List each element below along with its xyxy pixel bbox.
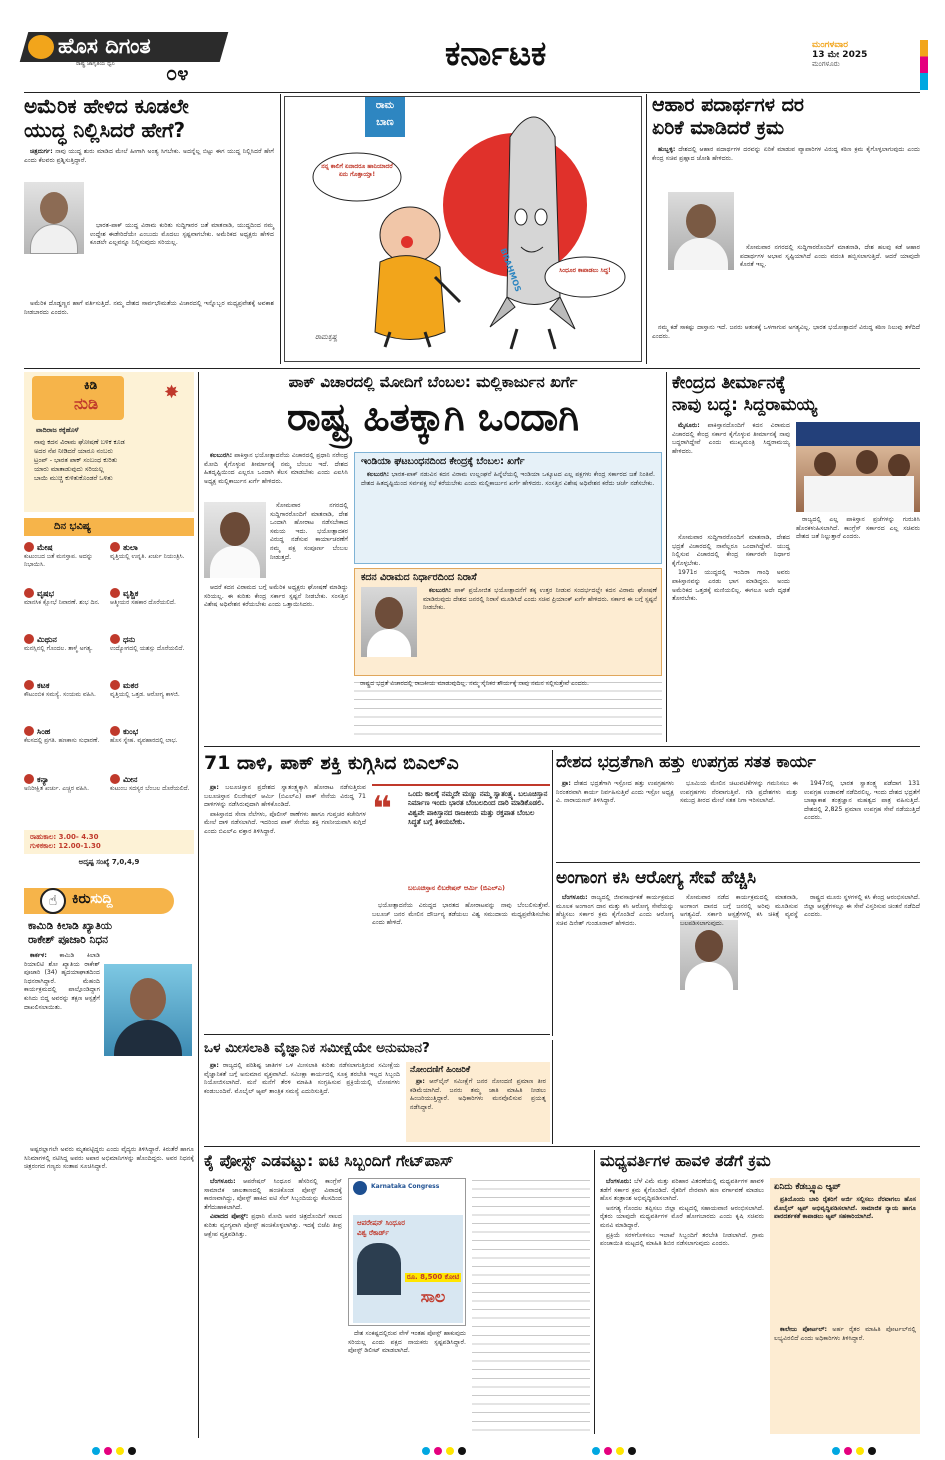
registration-dot [92,1447,100,1455]
paragraph: ಪ್ರಕ್ರಿಯೆ ಸರಳಗೊಳಿಸಲು ಇಲಾಖೆ ಸಿಬ್ಬಂದಿಗೆ ತರಬೇತಿ ನೀಡಲಾಗಿದೆ. ಗ್ರಾಮ ಪಂಚಾಯಿತಿ ಮಟ್ಟದಲ್ಲಿ ಮಾಹಿತಿ ಶಿಬಿರ ನಡೆಸಲಾಗುವುದು ಎಂದರು. [600,1231,764,1248]
verse: ನಾವು ಕದನ ವಿರಾಮ ಘೋಷಣೆ ಬಳಿಕ ಕೂಡ ಅದರ ನೆಪ ನೀಡಿದರೆ ಯಾರೂ ನಂಬರು ಟ್ರಂಪ್ - ಭಾರತ ಪಾಕ್ ಸಂಬಂಧ ಕುರಿತು ಯಾರು ಮಾತಾಡುವುದು ಸರಿಯಲ್ಲ ಬಾಯಿ ಮುಚ್ಚಿ ಕುಳಿತುಕೊಂಡರೆ ಒಳಿತು [34,438,125,482]
rashi-icon [110,680,120,690]
paragraph: ಸೋಮವಾರ ಸುದ್ದಿಗಾರರೊಂದಿಗೆ ಮಾತನಾಡಿ, ದೇಶದ ಭದ್ರತೆ ವಿಚಾರದಲ್ಲಿ ನಾವೆಲ್ಲರೂ ಒಂದಾಗಿದ್ದೇವೆ. ಯುದ್ಧ ನಿಲ್ಲಿಸುವ ವಿಚಾರದಲ್ಲಿ ಕೇಂದ್ರ ಸರ್ಕಾರವೇ ನಿರ್ಧಾರ ಕೈಗೊಳ್ಳಬೇಕು. [672,534,790,567]
story-body [24,148,274,178]
story-body-col1 [204,1178,342,1434]
page-number: ೦೪ [166,61,189,85]
cartoonist-signature: ರಾಮಕೃಷ್ಣ [315,333,338,341]
social-post-image [348,1178,466,1326]
post-line1: ಆಪರೇಷನ್ ಸಿಂಧೂರ [357,1219,405,1227]
registration-marks [830,1440,878,1459]
registration-marks [420,1440,468,1459]
rashi-item: ತುಲಾ ವೃತ್ತಿಯಲ್ಲಿ ಉನ್ನತಿ. ಖರ್ಚು ನಿಯಂತ್ರಿಸಿ. [110,543,185,560]
story-body-col [90,222,274,298]
registration-dot [604,1447,612,1455]
story-body-bottom [652,324,920,364]
author-name: ವಾದಿರಾಜ ಕಕ್ಕೆಹೊಳೆ [36,426,79,434]
photo-rakesh [104,964,192,1056]
story-body-col2 [680,780,798,860]
registration-dot [868,1447,876,1455]
rashi-icon [24,680,34,690]
rashi-icon [110,774,120,784]
headline: ಅಂಗಾಂಗ ಕಸಿ ಆರೋಗ್ಯ ಸೇವೆ ಹೆಚ್ಚಿಸಿ [556,868,756,888]
date-block [812,40,912,69]
speech-bubble-right: ಸಿಂಧೂರ ಕಾಪಾಡಲು ಸಿದ್ಧ! [559,267,611,274]
dateline: ಬೆಂಗಳೂರು: [562,894,588,901]
paragraph: ಪ್ರಧಾನಿ ಮೋದಿ ಅವರ ಚಿತ್ರದೊಂದಿಗೆ ಸಾಲದ ಕುರಿತು ವ್ಯಂಗ್ಯವಾಗಿ ಪೋಸ್ಟ್ ಹಂಚಿಕೊಳ್ಳಲಾಗಿತ್ತು. ಇದಕ್ಕೆ ಬಿಜೆಪಿ ತೀವ್ರ ಆಕ್ಷೇಪ ವ್ಯಕ್ತಪಡಿಸಿತ್ತು. [204,1213,343,1238]
headline: ಮಧ್ಯವರ್ತಿಗಳ ಹಾವಳಿ ತಡೆಗೆ ಕ್ರಮ [600,1152,771,1170]
box-body [355,471,661,563]
lead-body-continued [354,680,662,740]
paragraph: ಪಾಕಿಸ್ತಾನದ ಸೇನಾ ನೆಲೆಗಳು, ಪೊಲೀಸ್ ಠಾಣೆಗಳು ಹಾಗೂ ಗುಪ್ತಚರ ಕಚೇರಿಗಳ ಮೇಲೆ ದಾಳಿ ನಡೆಸಲಾಗಿದೆ. ಇದರಿಂದ ಪಾಕ್ ಸೇನೆಯ ಶಕ್ತಿ ಗಣನೀಯವಾಗಿ ಕುಗ್ಗಿದೆ ಎಂದು ಬಿಎಲ್ಎ ವಕ್ತಾರ ತಿಳಿಸಿದ್ದಾರೆ. [204,810,366,835]
paragraph: 1947ರಲ್ಲಿ ಭಾರತ ಸ್ವಾತಂತ್ರ್ಯ ಪಡೆದಾಗ 131 ಉಪಗ್ರಹ ಉಡಾವಣೆ ನಡೆದಿರಲಿಲ್ಲ. ಇಂದು ದೇಶದ ಭದ್ರತೆಗೆ ಬಾಹ್ಯಾಕಾಶ ತಂತ್ರಜ್ಞಾನ ಮಹತ್ವದ ಪಾತ್ರ ವಹಿಸುತ್ತಿದೆ. ದೇಶದಲ್ಲಿ 2,825 ಪ್ರಮಾಣ ಉಪಗ್ರಹ ಸೇವೆ ನಡೆಯುತ್ತಿದೆ ಎಂದರು. [804,780,920,822]
paragraph: ಅಷ್ಟರಲ್ಲಾಗಲೇ ಅವರು ಮೃತಪಟ್ಟಿದ್ದರು ಎಂದು ವೈದ್ಯರು ತಿಳಿಸಿದ್ದಾರೆ. ಕಿರುತೆರೆ ಹಾಗೂ ಸಿನಿಮಾಗಳಲ್ಲಿ ನಟಿಸಿದ್ದ ಅವರು ಅಪಾರ ಅಭಿಮಾನಿಗಳನ್ನು ಹೊಂದಿದ್ದರು. ಅವರ ನಿಧನಕ್ಕೆ ಚಿತ್ರರಂಗದ ಗಣ್ಯರು ಸಂತಾಪ ಸೂಚಿಸಿದ್ದಾರೆ. [24,1146,194,1171]
story-siddaramaiah [672,372,920,742]
headline: ದೇಶದ ಭದ್ರತೆಗಾಗಿ ಹತ್ತು ಉಪಗ್ರಹ ಸತತ ಕಾರ್ಯ [556,752,816,771]
dateline: ಕಲಬುರಗಿ: [429,587,452,594]
kiru-title: ಕಿರು [72,891,91,907]
rashi-item: ಮೀನ ಕುಟುಂಬ ಸದಸ್ಯರ ಬೆಂಬಲ ದೊರೆಯಲಿದೆ. [110,775,190,792]
registration-dot [458,1447,466,1455]
paragraph: 1971ರ ಯುದ್ಧದಲ್ಲಿ ಇಂದಿರಾ ಗಾಂಧಿ ಅವರು ಪಾಕಿಸ್ತಾನವನ್ನು ಎರಡು ಭಾಗ ಮಾಡಿದ್ದರು. ಅಂದು ಅಮೆರಿಕದ ಒತ್ತಡಕ್ಕೆ ಮಣಿಯಲಿಲ್ಲ. ಈಗಲೂ ಅದೇ ದೃಢತೆ ತೋರಬೇಕು. [672,569,790,603]
registration-marks [90,1440,138,1459]
registration-dot [844,1447,852,1455]
gulika-text: ಗುಳಿಕಕಾಲ: 12.00-1.30 [30,842,101,850]
dateline: ಬೆಂಗಳೂರು: [210,1178,236,1185]
quote-box [372,784,550,898]
post-line2: ವಿಶ್ವ ರೆಕಾರ್ಡ್ [357,1229,389,1237]
paragraph: ರಾಷ್ಟ್ರದ ಭದ್ರತೆ ವಿಚಾರದಲ್ಲಿ ರಾಜಕೀಯ ಮಾಡುವುದಿಲ್ಲ. ನಮ್ಮ ಸೈನಿಕರ ಶೌರ್ಯಕ್ಕೆ ನಾವು ನಮನ ಸಲ್ಲಿಸುತ್ತೇವೆ ಎಂದರು. [360,680,589,687]
headline-line2: ಏರಿಕೆ ಮಾಡಿದರೆ ಕ್ರಮ [652,117,785,139]
story-organ [556,866,920,1038]
headline: ಕೇಂದ್ರದ ತೀರ್ಮಾನಕ್ಕೆ [672,373,786,393]
horoscope-title: ದಿನ ಭವಿಷ್ಯ [54,521,91,532]
rashi-item: ವೃಷಭ ಮಾನಸಿಕ ಕ್ಷೋಭೆ ನಿವಾರಣೆ. ಶುಭ ದಿನ. [24,589,100,606]
dateline: ಮೈಸೂರು: [678,422,700,429]
headline-line2: ನಾವು ಬದ್ಧ: ಸಿದ್ದರಾಮಯ್ಯ [672,395,818,415]
quote-text: ಒಂದು ಕಾಲಕ್ಕೆ ನಮ್ಮದೇ ಮಣ್ಣು ನಮ್ಮ ಸ್ವಾತಂತ್ರ್ಯ. ಬಲೂಚಿಸ್ತಾನ ನಿರ್ಮಾಣ ಇಂದು ಭಾರತ ಬೆಂಬಲದಿಂದ ದಾರಿ ಮಾಡಿಕೊಡಲಿ. ವಿಶ್ವವೇ ಪಾಕಿಸ್ತಾನದ ರಾಜಕೀಯ ಮತ್ತು ರಕ್ತಪಾತ ಬೆಂಬಲ ಸಿದ್ಧತೆ ಬಗ್ಗೆ ತಿಳಿಯಬೇಕು. [408,790,548,827]
rashi-item: ಮೇಷ ಕುಟುಂಬದ ಜತೆ ಮನಸ್ತಾಪ. ಅದನ್ನು ನಿಭಾಯಿಸಿ. [24,543,93,568]
paragraph: ರಾಜ್ಯದಲ್ಲಿ ಎಲ್ಲ ಪಾಕಿಸ್ತಾನ ಪ್ರಜೆಗಳನ್ನು ಗುರುತಿಸಿ ಹೊರಕಳುಹಿಸಲಾಗಿದೆ. ಕಾಂಗ್ರೆಸ್ ಸರ್ಕಾರದ ಎಲ್ಲ ಸಚಿವರು ದೇಶದ ಜತೆ ನಿಲ್ಲುತ್ತಾರೆ ಎಂದರು. [796,516,920,541]
color-strip [920,40,928,90]
paragraph: ರಾಷ್ಟ್ರದ ಮೂರು ಸ್ಥಳಗಳಲ್ಲಿ ಕಸಿ ಕೇಂದ್ರ ಆರಂಭಿಸಲಾಗಿದೆ. ಜಿಲ್ಲಾ ಆಸ್ಪತ್ರೆಗಳಲ್ಲೂ ಈ ಸೇವೆ ವಿಸ್ತರಿಸುವ ಚಿಂತನೆ ನಡೆದಿದೆ ಎಂದರು. [804,894,920,919]
story-reservation [204,1038,550,1142]
box-body [770,1196,920,1326]
registration-dot [128,1447,136,1455]
box-title: ನೋಂದಣಿಗೆ ಹಿಂಜರಿಕೆ [410,1065,471,1075]
headline-line2: ಯುದ್ಧ ನಿಲ್ಲಿಸಿದರೆ ಹೇಗೆ? [24,118,186,142]
headline: ಅಮೆರಿಕ ಹೇಳಿದ ಕೂಡಲೇ [24,94,189,118]
paragraph: ಬಲೂಚಿಸ್ತಾನ ಪ್ರದೇಶದ ಸ್ವಾತಂತ್ರ್ಯಕ್ಕಾಗಿ ಹೋರಾಟ ನಡೆಸುತ್ತಿರುವ ಬಲೂಚಿಸ್ತಾನ ಲಿಬರೇಷನ್ ಆರ್ಮಿ (ಬಿಎಲ್ಎ) ಪಾಕ್ ಸೇನೆಯ ವಿರುದ್ಧ 71 ದಾಳಿಗಳನ್ನು ನಡೆಸಿರುವುದಾಗಿ ಹೇಳಿಕೊಂಡಿದೆ. [204,784,366,809]
rashi-item: ಮಿಥುನ ಮನಸ್ಸಿನಲ್ಲಿ ಗೊಂದಲ. ತಾಳ್ಮೆ ಅಗತ್ಯ. [24,635,93,652]
box-body [406,1078,550,1142]
story-body-col2b [348,1330,466,1434]
story-body-col3 [804,894,920,1038]
story-body-col2 [796,516,920,740]
dateline: ಹುಬ್ಬಳ್ಳಿ: [658,146,676,153]
paragraph: ದೇಶದ ಭದ್ರತೆಗಾಗಿ ಇಸ್ರೋದ ಹತ್ತು ಉಪಗ್ರಹಗಳು ನಿರಂತರವಾಗಿ ಕಾರ್ಯ ನಿರ್ವಹಿಸುತ್ತಿವೆ ಎಂದು ಇಸ್ರೋ ಅಧ್ಯಕ್ಷ ವಿ. ನಾರಾಯಣನ್ ತಿಳಿಸಿದ್ದಾರೆ. [556,780,675,805]
headline: 71 ದಾಳಿ, ಪಾಕ್ ಶಕ್ತಿ ಕುಗ್ಗಿಸಿದ ಬಿಎಲ್ಎ [204,752,459,774]
registration-dot [104,1447,112,1455]
paragraph: ಆಪರೇಷನ್ ಸಿಂಧೂರ ಹೆಸರಿನಲ್ಲಿ ಕಾಂಗ್ರೆಸ್ ಸಾಮಾಜಿಕ ಜಾಲತಾಣದಲ್ಲಿ ಹಂಚಿಕೊಂಡ ಪೋಸ್ಟ್ ವಿವಾದಕ್ಕೆ ಕಾರಣವಾಗಿದ್ದು, ಪೋಸ್ಟ್ ಹಾಕಿದ ಐಟಿ ಸೆಲ್ ಸಿಬ್ಬಂದಿಯನ್ನು ಕೆಲಸದಿಂದ ತೆಗೆದುಹಾಕಲಾಗಿದೆ. [204,1178,342,1211]
dateline: ಬೆಂಗಳೂರು: [606,1178,632,1185]
dateline: ಪ್ರಾ: [210,1062,219,1069]
registration-dot [116,1447,124,1455]
cartoon-tag: ರಾಮ ಬಾಣ [365,97,405,137]
box-title: ಇಂಡಿಯಾ ಘಟಬಂಧನದಿಂದ ಕೇಂದ್ರಕ್ಕೆ ಬೆಂಬಲ: ಖರ್ಗೆ [361,456,525,467]
photo-event [796,422,920,512]
paragraph: ಬೆಳೆ ವಿಮೆ ಮತ್ತು ಪರಿಹಾರ ವಿತರಣೆಯಲ್ಲಿ ಮಧ್ಯವರ್ತಿಗಳ ಹಾವಳಿ ತಡೆಗೆ ಸರ್ಕಾರ ಕ್ರಮ ಕೈಗೊಂಡಿದೆ. ರೈತರಿಗೆ ನೇರವಾಗಿ ಹಣ ವರ್ಗಾವಣೆ ಮಾಡಲು ಹೊಸ ತಂತ್ರಾಂಶ ಅಭಿವೃದ್ಧಿಪಡಿಸಲಾಗಿದೆ. [600,1178,764,1203]
subhead: ಕಾಲೇಜು ಪೋರ್ಟಲ್: [780,1326,828,1333]
story-body-col1 [204,784,366,1024]
box-body [423,587,657,671]
story-body-col2 [372,902,550,1024]
rashi-icon [24,588,34,598]
headline: ರಾಷ್ಟ್ರ ಹಿತಕ್ಕಾಗಿ ಒಂದಾಗಿ [287,395,579,439]
india-alliance-box [354,452,662,564]
paragraph: ಅರ್ಹ ರೈತರ ಮಾಹಿತಿ ಪೋರ್ಟಲ್‌ನಲ್ಲಿ ಲಭ್ಯವಿರಲಿದೆ ಎಂದು ಅಧಿಕಾರಿಗಳು ತಿಳಿಸಿದ್ದಾರೆ. [774,1326,917,1342]
sidebar-box [406,1062,550,1142]
paragraph: ಪ್ರತಿಯೊಂದು ಬಾರಿ ರೈತರಿಗೆ ಅರ್ಜಿ ಸಲ್ಲಿಸಲು ನೆರವಾಗಲು ಹೊಸ ಮೊಬೈಲ್ ಆ್ಯಪ್ ಅಭಿವೃದ್ಧಿಪಡಿಸಲಾಗಿದೆ. ಸಾಮಾಜಿಕ ನ್ಯಾಯ ಹಾಗೂ ಪಾರದರ್ಶಕತೆ ಕಾಪಾಡಲು ಆ್ಯಪ್ ಸಹಕಾರಿಯಾಗಿದೆ. [774,1196,916,1221]
dateline: ಕಾರ್ಕಳ: [30,952,47,959]
registration-dot [434,1447,442,1455]
masthead [0,0,945,92]
info-box [770,1178,920,1434]
dateline: ಕಲಬುರಗಿ: [210,452,233,459]
story-body-col2b [742,920,798,1038]
story-food-price [652,94,920,366]
story-body [204,1062,400,1142]
ceasefire-box [354,568,662,676]
lead-body-col1b [270,502,348,582]
speech-bubble-left: ನನ್ನ ಕಾಲಿಗೆ ಏನಾದರೂ ಹಾನಿಯಾದರೆ ಏನು ಗೊತ್ತಾಯ್ತಾ! [321,163,393,178]
logo-emblem-icon [28,35,54,59]
photo-kharge [204,502,266,578]
box-title: ಕದನ ವಿರಾಮದ ನಿರ್ಧಾರದಿಂದ ನಿರಾಸೆ [361,572,477,583]
cartoon-illustration [285,97,641,361]
story-body-col3 [804,780,920,860]
city-label: ಮಂಗಳೂರು [812,60,840,68]
section-title: ಕರ್ನಾಟಕ [445,34,547,74]
horoscope-panel [24,518,194,718]
dateline: ಪ್ರಾ: [562,780,571,787]
box-body-2 [770,1326,920,1426]
paragraph: ಕಾಮಿಡಿ ಕಿಲಾಡಿ ರಿಯಾಲಿಟಿ ಶೋ ಖ್ಯಾತಿಯ ರಾಕೇಶ್ ಪೂಜಾರಿ (34) ಹೃದಯಾಘಾತದಿಂದ ನಿಧನರಾಗಿದ್ದಾರೆ. ಮೆಹಂದಿ ಕಾರ್ಯಕ್ರಮದಲ್ಲಿ ಪಾಲ್ಗೊಂಡಿದ್ದಾಗ ಕುಸಿದು ಬಿದ್ದ ಅವರನ್ನು ತಕ್ಷಣ ಆಸ್ಪತ್ರೆಗೆ ದಾಖಲಿಸಲಾಯಿತು. [24,952,100,1011]
kidi-title: ಕಿಡಿ [84,378,98,392]
headline: ಕೈ ಪೋಸ್ಟ್ ಎಡವಟ್ಟು: ಐಟಿ ಸಿಬ್ಬಂದಿಗೆ ಗೇಟ್‌ಪಾಸ್ [204,1152,454,1170]
dateline: ಕಲಬುರಗಿ: [367,471,390,478]
registration-marks [590,1440,638,1459]
paragraph: ಭಾರತ-ಪಾಕ್ ಯುದ್ಧ ವಿರಾಮ ಕುರಿತು ಸುದ್ದಿಗಾರರ ಜತೆ ಮಾತನಾಡಿ, ಯುದ್ಧದಿಂದ ನಮ್ಮ ಉದ್ದೇಶ ಈಡೇರಿದೆಯೇ ಎಂಬುದು ಮೊದಲು ಸ್ಪಷ್ಟವಾಗಬೇಕು. ಅಮೆರಿಕದ ಅಧ್ಯಕ್ಷರು ಹೇಳಿದ ಕೂಡಲೇ ಎಲ್ಲವನ್ನೂ ನಿಲ್ಲಿಸುವುದು ಸರಿಯಲ್ಲ. [90,222,274,247]
story-body-col2 [680,894,798,927]
rashi-item: ಕಟಕ ಕೌಟುಂಬಿಕ ಸಮಸ್ಯೆ. ಸಂಯಮ ವಹಿಸಿ. [24,681,96,698]
paragraph: ದೇಶ ಸಂಕಷ್ಟದಲ್ಲಿರುವ ವೇಳೆ ಇಂತಹ ಪೋಸ್ಟ್ ಹಾಕುವುದು ಸರಿಯಲ್ಲ ಎಂದು ಪಕ್ಷದ ನಾಯಕರು ಸ್ಪಷ್ಟಪಡಿಸಿದ್ದಾರೆ. ಪೋಸ್ಟ್ ಡಿಲೀಟ್ ಮಾಡಲಾಗಿದೆ. [348,1330,466,1355]
registration-dot [616,1447,624,1455]
registration-dot [422,1447,430,1455]
paragraph: ರಾಜ್ಯದಲ್ಲಿ ಪರಿಶಿಷ್ಟ ಜಾತಿಗಳ ಒಳ ಮೀಸಲಾತಿ ಕುರಿತು ನಡೆಸಲಾಗುತ್ತಿರುವ ಸಮೀಕ್ಷೆಯ ವೈಜ್ಞಾನಿಕತೆ ಬಗ್ಗೆ ಅನುಮಾನ ವ್ಯಕ್ತವಾಗಿದೆ. ಸಮೀಕ್ಷಾ ಕಾರ್ಯದಲ್ಲಿ ಸೂಕ್ತ ತರಬೇತಿ ಇಲ್ಲದ ಸಿಬ್ಬಂದಿ ನಿಯೋಜಿಸಲಾಗಿದೆ. ಮನೆ ಮನೆಗೆ ತೆರಳಿ ಮಾಹಿತಿ ಸಂಗ್ರಹಿಸುವ ಪ್ರಕ್ರಿಯೆಯಲ್ಲಿ ಲೋಪಗಳು ಕಂಡುಬಂದಿವೆ. ಮೊಬೈಲ್ ಆ್ಯಪ್ ತಾಂತ್ರಿಕ ಸಮಸ್ಯೆ ಎದುರಿಸುತ್ತಿದೆ. [204,1062,400,1095]
nudi-title: ನುಡಿ [74,394,99,413]
headline: ಒಳ ಮೀಸಲಾತಿ ವೈಜ್ಞಾನಿಕ ಸಮೀಕ್ಷೆಯೇ ಅನುಮಾನ? [204,1040,430,1056]
photo-health-minister [680,920,738,990]
rashi-item: ಮಕರ ವೃತ್ತಿಯಲ್ಲಿ ಒತ್ತಡ. ಆರೋಗ್ಯ ಕಾಳಜಿ. [110,681,180,698]
paragraph: ಸೋಮವಾರ ನಗರದಲ್ಲಿ ಸುದ್ದಿಗಾರರೊಂದಿಗೆ ಮಾತನಾಡಿ, ದೇಶ ಹಲವು ಕಡೆ ಆಹಾರ ಪದಾರ್ಥಗಳ ಅಭಾವ ಸೃಷ್ಟಿಯಾಗಿದೆ ಎಂದು ವದಂತಿ ಹಬ್ಬಿಸಲಾಗುತ್ತಿದೆ. ಆದರೆ ಯಾವುದೇ ಕೊರತೆ ಇಲ್ಲ. [740,244,920,269]
paragraph: ಭಯೋತ್ಪಾದನೆಯ ವಿರುದ್ಧದ ಭಾರತದ ಹೋರಾಟವನ್ನು ನಾವು ಬೆಂಬಲಿಸುತ್ತೇವೆ. ಬಲೂಚ್ ಜನರ ಮೇಲಿನ ದೌರ್ಜನ್ಯ ತಡೆಯಲು ವಿಶ್ವ ಸಮುದಾಯ ಮಧ್ಯಪ್ರವೇಶಿಸಬೇಕು ಎಂದು ಹೇಳಿದೆ. [372,902,550,927]
rashi-icon [110,542,120,552]
photo-priyank [361,587,417,657]
story-congress-post [204,1150,590,1434]
post-amount: ರೂ. 8,500 ಕೋಟಿ [406,1273,460,1281]
story-body-col [740,244,920,322]
quote-attribution: ಬಲೂಚಿಸ್ತಾನ ಲಿಬರೇಷನ್ ಆರ್ಮಿ (ಬಿಎಲ್ಎ) [408,884,505,892]
lead-body-col1 [204,452,348,500]
dateline: ಪ್ರಾ: [416,1078,425,1085]
paragraph: ದೇಶದಲ್ಲಿ ಆಹಾರ ಪದಾರ್ಥಗಳ ದರವನ್ನು ಏರಿಕೆ ಮಾಡುವ ವ್ಯಾಪಾರಿಗಳ ವಿರುದ್ಧ ಕಠಿಣ ಕ್ರಮ ಕೈಗೊಳ್ಳಲಾಗುವುದು ಎಂದು ಕೇಂದ್ರ ಸಚಿವ ಪ್ರಹ್ಲಾದ ಜೋಶಿ ಹೇಳಿದರು. [652,146,920,162]
story-body-col1 [556,780,674,860]
rahukala-text: ರಾಹುಕಾಲ: 3.00- 4.30 [30,833,99,841]
photo-minister [668,192,734,270]
story-middlemen [600,1150,920,1434]
story-body [652,146,920,192]
rashi-item: ಕನ್ಯಾ ಅನಿರೀಕ್ಷಿತ ಖರ್ಚು. ಎಚ್ಚರ ವಹಿಸಿ. [24,775,90,792]
paragraph: ನಾವು ಯುದ್ಧ ಶುರು ಮಾಡಿದ ಮೇಲೆ ಹೀಗಾಗಿ ಅಂತ್ಯ ಸಿಗಬೇಕು. ಅದನ್ನೆಲ್ಲ ಬಿಟ್ಟು ಈಗ ಯುದ್ಧ ನಿಲ್ಲಿಸಿದರೆ ಹೇಗೆ ಎಂದು ಕೆಲವರು ಪ್ರಶ್ನಿಸುತ್ತಿದ್ದಾರೆ. [24,148,275,164]
paragraph: ರಾಜ್ಯದಲ್ಲಿ ಜೀವಸಾರ್ಥಕತೆ ಕಾರ್ಯಕ್ರಮದ ಮೂಲಕ ಅಂಗಾಂಗ ದಾನ ಮತ್ತು ಕಸಿ ಆರೋಗ್ಯ ಸೇವೆಯನ್ನು ಹೆಚ್ಚಿಸಲು ಸರ್ಕಾರ ಕ್ರಮ ಕೈಗೊಂಡಿದೆ ಎಂದು ಆರೋಗ್ಯ ಸಚಿವ ದಿನೇಶ್ ಗುಂಡೂರಾವ್ ಹೇಳಿದರು. [556,894,674,927]
story-body-bottom [24,1146,194,1426]
dateline: ಪ್ರಾ: [210,784,219,791]
paragraph: ಆನ್‌ಲೈನ್ ಸಮೀಕ್ಷೆಗೆ ಜನರ ನೋಂದಣಿ ಪ್ರಮಾಣ ತೀರ ಕಡಿಮೆಯಾಗಿದೆ. ಜನರು ತಮ್ಮ ಜಾತಿ ಮಾಹಿತಿ ನೀಡಲು ಹಿಂಜರಿಯುತ್ತಿದ್ದಾರೆ. ಅಧಿಕಾರಿಗಳು ಮನವೊಲಿಸುವ ಪ್ರಯತ್ನ ನಡೆಸಿದ್ದಾರೆ. [410,1078,547,1111]
paragraph: ಪಾಕಿಸ್ತಾನ ಭಯೋತ್ಪಾದನೆಯ ವಿಚಾರದಲ್ಲಿ ಪ್ರಧಾನಿ ನರೇಂದ್ರ ಮೋದಿ ಕೈಗೊಳ್ಳುವ ತೀರ್ಮಾನಕ್ಕೆ ನಮ್ಮ ಬೆಂಬಲ ಇದೆ. ದೇಶದ ಹಿತದೃಷ್ಟಿಯಿಂದ ಎಲ್ಲರೂ ಒಂದಾಗಿ ಕೆಲಸ ಮಾಡಬೇಕು ಎಂದು ಎಐಸಿಸಿ ಅಧ್ಯಕ್ಷ ಮಲ್ಲಿಕಾರ್ಜುನ ಖರ್ಗೆ ಹೇಳಿದರು. [204,452,349,485]
rashi-icon [24,774,34,784]
suddi-title: ಸುದ್ದಿ [90,891,113,907]
kicker: ಪಾಕ್ ವಿಚಾರದಲ್ಲಿ ಮೋದಿಗೆ ಬೆಂಬಲ: ಮಲ್ಲಿಕಾರ್ಜುನ ಖರ್ಗೆ [288,373,578,391]
subhead: ವಿವಾದದ ಪೋಸ್ಟ್: [210,1213,249,1221]
paragraph: ಭೂಮಿಯ ಮೇಲಿನ ಚಟುವಟಿಕೆಗಳನ್ನು ಗಮನಿಸಲು ಈ ಉಪಗ್ರಹಗಳು ನೆರವಾಗುತ್ತಿವೆ. ಗಡಿ ಪ್ರದೇಶಗಳು ಮತ್ತು ಸಮುದ್ರ ತೀರದ ಮೇಲೆ ಸತತ ನಿಗಾ ಇರಿಸಲಾಗಿದೆ. [680,780,798,805]
registration-dot [446,1447,454,1455]
quote-icon: ❝ [372,789,392,829]
photo-portrait [24,182,84,254]
logo-block [24,30,234,90]
paragraph: ಸೋಮವಾರ ನಗರದಲ್ಲಿ ಸುದ್ದಿಗಾರರೊಂದಿಗೆ ಮಾತನಾಡಿ, ದೇಶ ಒಂದಾಗಿ ಹೋರಾಟ ನಡೆಸಬೇಕಾದ ಸಮಯ ಇದು. ಭಯೋತ್ಪಾದಕರ ವಿರುದ್ಧ ನಡೆಸುವ ಕಾರ್ಯಾಚರಣೆಗೆ ನಮ್ಮ ಪಕ್ಷ ಸಂಪೂರ್ಣ ಬೆಂಬಲ ನೀಡುತ್ತದೆ. [270,502,348,561]
headline-line2: ರಾಕೇಶ್ ಪೂಜಾರಿ ನಿಧನ [28,934,108,946]
rashi-icon [24,726,34,736]
paragraph: ಸೋಮವಾರ ನಡೆದ ಕಾರ್ಯಕ್ರಮದಲ್ಲಿ ಮಾತನಾಡಿ, ಅಂಗಾಂಗ ದಾನದ ಬಗ್ಗೆ ಜನರಲ್ಲಿ ಅರಿವು ಮೂಡಿಸುವ ಅಗತ್ಯವಿದೆ. ಸರ್ಕಾರಿ ಆಸ್ಪತ್ರೆಗಳಲ್ಲಿ ಕಸಿ ಚಿಕಿತ್ಸೆ ವ್ಯವಸ್ಥೆ ಬಲಪಡಿಸಲಾಗುವುದು. [680,894,798,927]
lead-body-col1c [204,584,348,740]
missile-label: BRAHMOS [498,247,523,293]
story-body-col3 [472,1178,590,1434]
logo-tagline: ರಾಷ್ಟ್ರ ಜಾಗೃತಿಯ ಧ್ವನಿ [76,61,115,67]
logo-text: ಹೊಸ ದಿಗಂತ [58,34,151,58]
story-body-col1b [672,534,790,740]
kidi-nudi-panel [24,372,194,512]
paragraph: ಭಾರತ-ಪಾಕ್ ನಡುವಿನ ಕದನ ವಿರಾಮ ಉಲ್ಲಂಘನೆ ಹಿನ್ನೆಲೆಯಲ್ಲಿ ಇಂಡಿಯಾ ಒಕ್ಕೂಟದ ಎಲ್ಲ ಪಕ್ಷಗಳು ಕೇಂದ್ರ ಸರ್ಕಾರದ ಜತೆ ನಿಂತಿವೆ. ದೇಶದ ಹಿತದೃಷ್ಟಿಯಿಂದ ಸರ್ವಪಕ್ಷ ಸಭೆ ಕರೆಯಬೇಕು ಎಂದು ಮಲ್ಲಿಕಾರ್ಜುನ ಖರ್ಗೆ ಹೇಳಿದರು. ಸಂಸತ್ತಿನ ವಿಶೇಷ ಅಧಿವೇಶನ ಕರೆದು ಚರ್ಚೆ ನಡೆಸಬೇಕು. [361,471,656,487]
hand-icon: ☝ [40,888,66,914]
lucky-numbers: ಅದೃಷ್ಟ ಸಂಖ್ಯೆ 7,0,4,9 [78,858,140,866]
paragraph: ಅನಗತ್ಯ ಗೊಂದಲ ತಪ್ಪಿಸಲು ಜಿಲ್ಲಾ ಮಟ್ಟದಲ್ಲಿ ಸಹಾಯವಾಣಿ ಆರಂಭಿಸಲಾಗಿದೆ. ರೈತರು ಯಾವುದೇ ಮಧ್ಯವರ್ತಿಗಳ ಮೊರೆ ಹೋಗಬಾರದು ಎಂದು ಕೃಷಿ ಸಚಿವರು ಮನವಿ ಮಾಡಿದ್ದಾರೆ. [600,1204,764,1229]
cartoon-box [284,96,642,362]
registration-dot [628,1447,636,1455]
dateline: ಚಿತ್ರದುರ್ಗ: [30,148,53,155]
paragraph: ಅಮೆರಿಕ ದೊಡ್ಡಣ್ಣನ ಹಾಗೆ ವರ್ತಿಸುತ್ತಿದೆ. ನಮ್ಮ ದೇಶದ ಸಾರ್ವಭೌಮತೆಯ ವಿಚಾರದಲ್ಲಿ ಇನ್ನೊಬ್ಬರ ಮಧ್ಯಪ್ರವೇಶಕ್ಕೆ ಅವಕಾಶ ನೀಡಬಾರದು ಎಂದರು. [24,300,274,316]
kiru-suddi-panel [24,886,194,1434]
story-body-col1 [672,422,790,532]
story-isro [556,750,920,860]
rashi-icon [24,542,34,552]
paragraph: ಪಾಕಿಸ್ತಾನದೊಂದಿಗೆ ಕದನ ವಿರಾಮದ ವಿಚಾರದಲ್ಲಿ ಕೇಂದ್ರ ಸರ್ಕಾರ ಕೈಗೊಳ್ಳುವ ತೀರ್ಮಾನಕ್ಕೆ ನಾವು ಬದ್ಧರಾಗಿದ್ದೇವೆ ಎಂದು ಮುಖ್ಯಮಂತ್ರಿ ಸಿದ್ದರಾಮಯ್ಯ ಹೇಳಿದರು. [672,422,790,455]
rashi-icon [110,726,120,736]
registration-dot [592,1447,600,1455]
rashi-item: ಸಿಂಹ ಕೆಲಸದಲ್ಲಿ ಪ್ರಗತಿ. ಹಣಕಾಸು ಸುಧಾರಣೆ. [24,727,100,744]
paragraph: ಪಾಕ್ ಪ್ರಯೋಜಿತ ಭಯೋತ್ಪಾದನೆಗೆ ತಕ್ಕ ಉತ್ತರ ನೀಡುವ ಸಂದರ್ಭದಲ್ಲೇ ಕದನ ವಿರಾಮ ಘೋಷಣೆ ಮಾಡಿರುವುದು ದೇಶದ ಜನರಲ್ಲಿ ನಿರಾಸೆ ಮೂಡಿಸಿದೆ ಎಂದು ಸಚಿವ ಪ್ರಿಯಾಂಕ್ ಖರ್ಗೆ ಹೇಳಿದರು. ಸರ್ಕಾರ ಈ ಬಗ್ಗೆ ಸ್ಪಷ್ಟನೆ ನೀಡಬೇಕು. [423,587,657,612]
story-body [24,952,100,1142]
post-avatar-icon [353,1181,367,1195]
rashi-icon [110,588,120,598]
box-title: ಏನಿದು ಕೆಡಬ್ಲ್ಯೂಎ ಆ್ಯಪ್ [774,1182,841,1192]
headline: ಆಹಾರ ಪದಾರ್ಥಗಳ ದರ [652,94,804,116]
story-body-col1 [556,894,674,1038]
rahukala-panel [24,830,194,886]
rashi-icon [110,634,120,644]
rashi-item: ಕುಂಭ ಹೊಸ ಸ್ನೇಹ. ವ್ಯವಹಾರದಲ್ಲಿ ಲಾಭ. [110,727,178,744]
post-header: Karnataka Congress [371,1183,440,1190]
story-bla [204,750,550,1030]
day-label: ಮಂಗಳವಾರ [812,40,849,50]
story-body-bottom [24,300,274,364]
date-label: 13 ಮೇ 2025 [812,50,868,60]
post-word: ಸಾಲ [420,1287,446,1306]
paragraph: ಆದರೆ ಕದನ ವಿರಾಮದ ಬಗ್ಗೆ ಅಮೆರಿಕ ಅಧ್ಯಕ್ಷರು ಘೋಷಣೆ ಮಾಡಿದ್ದು ಸರಿಯಲ್ಲ. ಈ ಕುರಿತು ಕೇಂದ್ರ ಸರ್ಕಾರ ಸ್ಪಷ್ಟನೆ ನೀಡಬೇಕು. ಸಂಸತ್ತಿನ ವಿಶೇಷ ಅಧಿವೇಶನ ಕರೆಯಬೇಕು ಎಂದು ಒತ್ತಾಯಿಸಿದರು. [204,584,348,609]
rashi-item: ವೃಶ್ಚಿಕ ಆತ್ಮೀಯರ ಸಹಕಾರ ದೊರೆಯಲಿದೆ. [110,589,176,606]
registration-dot [856,1447,864,1455]
lead-story [204,372,662,742]
registration-dot [832,1447,840,1455]
rashi-item: ಧನು ಉದ್ಯೋಗದಲ್ಲಿ ಯಶಸ್ಸು ದೊರೆಯಲಿದೆ. [110,635,185,652]
story-body-col1 [600,1178,764,1434]
spark-icon: ✸ [164,382,180,403]
headline: ಕಾಮಿಡಿ ಕಿಲಾಡಿ ಖ್ಯಾತಿಯ [28,920,113,932]
paragraph: ನಮ್ಮ ಕಡೆ ಸಾಕಷ್ಟು ದಾಸ್ತಾನು ಇದೆ. ಜನರು ಆತಂಕಕ್ಕೆ ಒಳಗಾಗುವ ಅಗತ್ಯವಿಲ್ಲ. ಭಾರತ ಭಯೋತ್ಪಾದನೆ ವಿರುದ್ಧ ಕಠಿಣ ನಿಲುವು ತಳೆದಿದೆ ಎಂದರು. [652,324,920,340]
rashi-icon [24,634,34,644]
story-america-war [24,94,274,366]
horoscope-panel-2 [24,726,194,826]
